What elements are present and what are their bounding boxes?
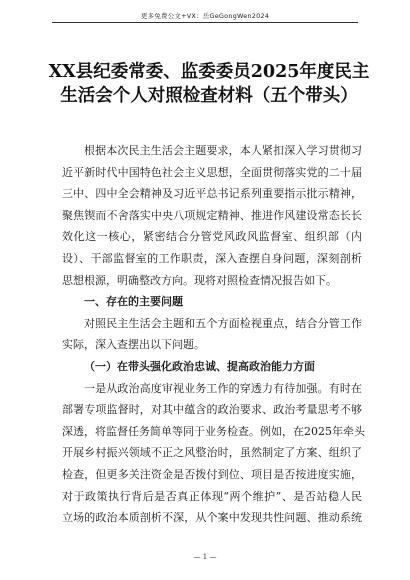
document-title [48,60,370,108]
title-line-1: XX县纪委常委、监委委员2025年度民主 [48,62,370,82]
title-line-2: 生活会个人对照检查材料（五个带头） [60,86,358,106]
paragraph-line: 聚焦锲而不舍落实中央八项规定精神、推进作风建设常态长长 [62,208,362,222]
page-header: 更多免费公文+VX：岳GeGongWen2024 [140,12,270,20]
document-body [62,140,365,529]
paragraph-line: 对于政策执行背后是否真正体现“两个维护”、是否站稳人民 [62,489,362,503]
paragraph-line: 一是从政治高度审视业务工作的穿透力有待加强。有时在 [84,381,362,395]
paragraph-line: 效化这一核心，紧密结合分管党风政风监督室、组织部（内 [62,230,362,244]
paragraph-line: 设）、干部监督室的工作职责，深入查摆自身问题，深刻剖析 [62,251,362,265]
section-heading: 一、存在的主要问题 [84,295,183,309]
header-divider [52,22,358,23]
paragraph-line: 对照民主生活会主题和五个方面检视重点，结合分管工作 [84,316,362,330]
page-number: — 1 — [193,553,217,561]
paragraph-line: 思想根源，明确整改方向。现将对照检查情况报告如下。 [62,273,337,287]
paragraph-line: 开展乡村振兴领域不正之风整治时，虽然制定了方案、组织了 [62,446,362,460]
paragraph-line: 三中、四中全会精神及习近平总书记系列重要指示批示精神， [62,187,362,201]
paragraph-line: 根据本次民主生活会主题要求，本人紧扣深入学习贯彻习 [84,144,362,157]
paragraph-line: 深透，将监督任务简单等同于业务检查。例如，在2025年牵头 [62,424,365,438]
paragraph-line: 立场的政治本质剖析不深，从个案中发现共性问题、推动系统 [62,511,362,525]
paragraph-line: 近平新时代中国特色社会主义思想，全面贯彻落实党的二十届 [62,165,362,179]
paragraph-line: 部署专项监督时，对其中蕴含的政治要求、政治考量思考不够 [62,403,362,417]
paragraph-line: 实际，深入查摆出以下问题。 [62,338,205,352]
paragraph-line: 检查，但更多关注资金是否拨付到位、项目是否按进度实施， [62,467,362,481]
subsection-heading: （一）在带头强化政治忠诚、提高政治能力方面 [84,359,315,373]
